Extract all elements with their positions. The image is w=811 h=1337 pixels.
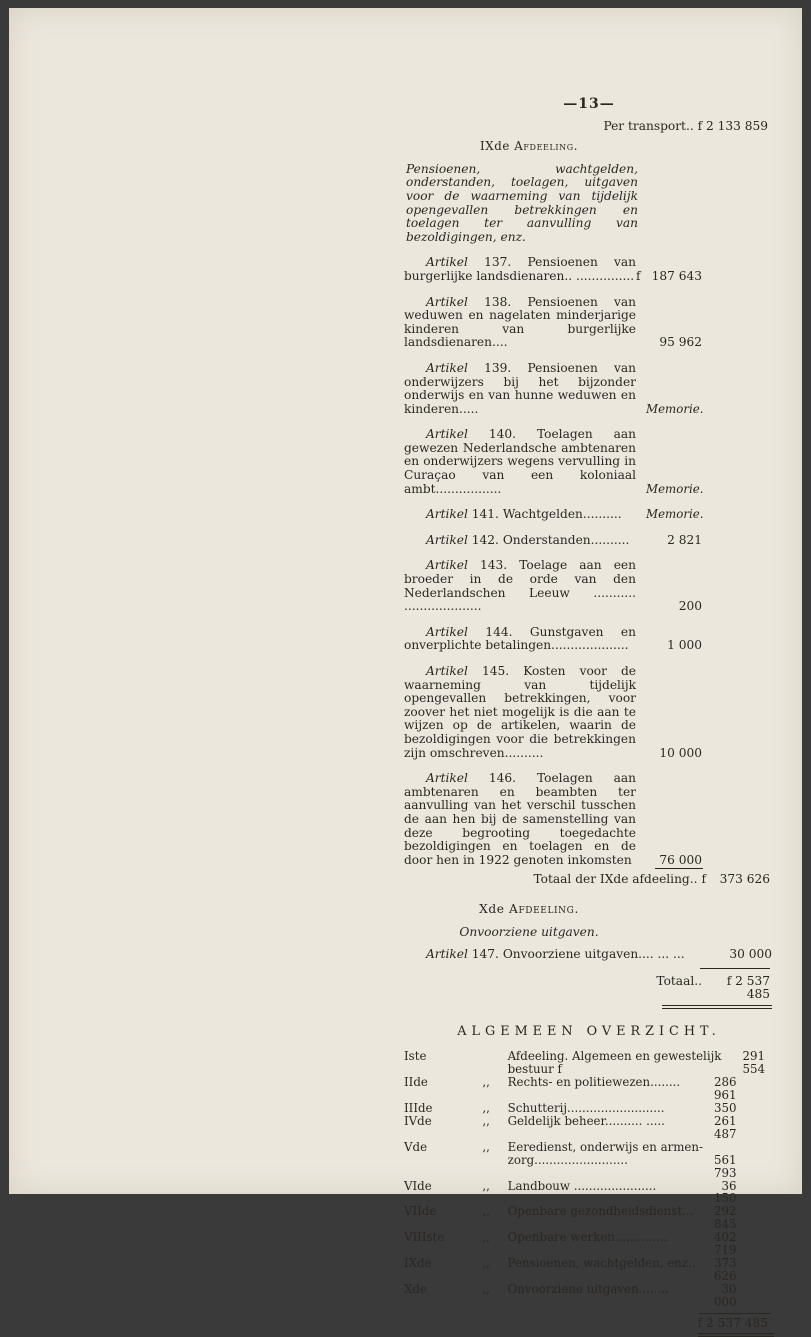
overzicht-row — [404, 1257, 771, 1283]
section-x-name: Afdeeling. — [509, 901, 579, 916]
overzicht-row — [404, 1115, 771, 1141]
article-label: Artikel — [426, 427, 468, 442]
article-description: Toelage aan een broeder in de orde van den Nederlandschen Leeuw ........... .................... — [404, 558, 636, 614]
overzicht-ditto — [454, 1050, 507, 1076]
total-section-ix — [404, 873, 774, 887]
overzicht-name: Openbare gezondheidsdienst... — [507, 1204, 694, 1219]
overzicht-name: Schutterij.......................... — [507, 1101, 665, 1116]
overzicht-value: 291 554 — [742, 1049, 765, 1077]
article-description: Pensioenen van weduwen en nagelaten minderjarige kinderen van burgerlijke landsdienaren.... — [404, 294, 636, 350]
overzicht-ditto: ,, — [482, 1139, 490, 1154]
per-transport-line: Per transport.. f 2 133 859 — [603, 118, 768, 133]
overzicht-name: Pensioenen, wachtgelden, enz.. — [507, 1255, 696, 1270]
overzicht-ditto — [454, 1154, 507, 1180]
overzicht-number: VIde — [404, 1178, 432, 1193]
article-text — [404, 508, 636, 522]
article-row — [404, 665, 774, 760]
article-label: Artikel — [426, 664, 468, 678]
article-label: Artikel — [426, 624, 468, 639]
article-text — [404, 772, 636, 867]
overzicht-number: VIIIste — [404, 1230, 445, 1245]
overzicht-ditto: ,, — [482, 1101, 490, 1116]
article-amount: Memorie. — [646, 401, 704, 416]
overzicht-value: 350 — [713, 1101, 737, 1116]
article-label: Artikel — [426, 360, 468, 375]
grand-total-rule — [699, 1313, 771, 1314]
article-amount: 200 — [678, 599, 702, 614]
overzicht-name: Openbare werken.............. — [507, 1230, 668, 1245]
article-row — [404, 534, 774, 548]
overzicht-value: 36 150 — [713, 1178, 737, 1206]
overzicht-row — [404, 1154, 771, 1180]
overzicht-number: IIIde — [404, 1101, 433, 1116]
article-text — [404, 296, 636, 350]
overzicht-row — [404, 1141, 771, 1154]
overzicht-ditto: ,, — [482, 1255, 490, 1270]
article-label: Artikel — [426, 294, 468, 309]
overzicht-value — [714, 1141, 743, 1154]
article-number: 143. — [480, 558, 508, 573]
totaal-line — [404, 975, 774, 1002]
article-number: 138. — [484, 294, 512, 309]
overzicht-title: ALGEMEEN OVERZICHT. — [457, 1023, 721, 1039]
overzicht-ditto: ,, — [482, 1204, 490, 1219]
overzicht-ditto: ,, — [482, 1178, 490, 1193]
article-label: Artikel — [426, 771, 468, 786]
article-number: 137. — [484, 255, 512, 270]
article-description: Onderstanden.......... — [502, 532, 630, 547]
overzicht-ditto: ,, — [482, 1114, 490, 1128]
article-147 — [404, 948, 774, 962]
article-text — [404, 362, 636, 416]
overzicht-row — [404, 1205, 771, 1231]
overzicht-number: Vde — [404, 1139, 428, 1154]
article-amount: Memorie. — [646, 507, 704, 522]
subtotal-rule — [655, 868, 703, 869]
totaal-rule — [700, 968, 770, 969]
section-ix-name: Afdeeling. — [514, 139, 579, 154]
overzicht-number: IXde — [404, 1255, 432, 1270]
article-number: 144. — [485, 624, 513, 639]
overzicht-row — [404, 1050, 771, 1076]
article-text — [404, 559, 636, 613]
section-ix-prefix: IXde — [479, 139, 515, 154]
section-ix-description: Pensioenen, wachtgelden, onderstanden, toelagen, uitgaven voor de waarneming van tijdelijk opengevallen betrekkingen en toelagen ter aanvulling van bezoldigingen, enz. — [406, 161, 638, 244]
article-description: Toelagen aan ambtenaren en beambten ter aanvulling van het verschil tusschen de aan hen bij de samenstelling van deze begrooting toegedachte bezoldigingen en toelagen en de door hen in 1922 genoten inkomsten — [404, 771, 637, 867]
overzicht-row — [404, 1231, 771, 1257]
overzicht-number: IVde — [404, 1114, 432, 1128]
article-text — [404, 428, 636, 496]
article-row — [404, 362, 774, 416]
overzicht-value: 30 000 — [713, 1281, 737, 1309]
article-text — [404, 256, 636, 283]
overzicht-table — [404, 1050, 771, 1308]
document-page — [9, 8, 802, 1330]
article-label: Artikel — [426, 255, 468, 270]
article-number: 141. — [471, 507, 499, 522]
overzicht-name: zorg......................... — [507, 1152, 628, 1167]
section-heading-ix — [404, 140, 774, 154]
article-147-number: 147. — [471, 947, 499, 962]
article-row — [404, 508, 774, 522]
article-number: 140. — [488, 427, 516, 442]
overzicht-name: Afdeeling. Algemeen en gewestelijk bestuur f — [507, 1049, 722, 1077]
article-description: Wachtgelden.......... — [502, 507, 622, 522]
overzicht-name: Eeredienst, onderwijs en armen- — [507, 1139, 703, 1154]
article-description: Kosten voor de waarneming van tijdelijk opengevallen betrekkingen, voor zoover het niet mogelijk is die aan te wijzen op de artikelen, waarin de bezoldigingen voor die betrekkingen zijn omschreven.......... — [404, 664, 637, 760]
overzicht-value: 261 487 — [713, 1114, 737, 1141]
overzicht-row — [404, 1180, 771, 1206]
grand-total-double-rule — [698, 1333, 774, 1337]
overzicht-ditto: ,, — [482, 1075, 490, 1090]
article-row — [404, 428, 774, 496]
article-row — [404, 559, 774, 613]
page-content — [404, 98, 774, 1337]
article-number: 139. — [484, 360, 512, 375]
article-text — [404, 665, 636, 760]
article-amount: 187 643 — [651, 268, 702, 283]
article-147-description: Onvoorziene uitgaven.... ... ... — [502, 947, 685, 962]
section-x-subtitle: Onvoorziene uitgaven. — [459, 924, 599, 939]
article-number: 142. — [471, 532, 499, 547]
overzicht-number: IIde — [404, 1075, 428, 1090]
article-number: 145. — [481, 664, 510, 678]
section-x-prefix: Xde — [479, 901, 510, 916]
article-text — [404, 534, 636, 548]
total-ix-label: Totaal der IXde afdeeling.. — [533, 872, 698, 887]
article-currency: f — [636, 268, 641, 283]
article-label: Artikel — [426, 507, 468, 522]
article-147-label: Artikel — [426, 947, 468, 962]
article-text — [404, 626, 636, 653]
article-description: Pensioenen van burgerlijke landsdienaren.. ............... — [404, 255, 636, 283]
overzicht-number: VIIde — [404, 1204, 437, 1219]
article-description: Gunstgaven en onverplichte betalingen.................... — [404, 624, 636, 653]
article-147-amount: 30 000 — [729, 947, 772, 962]
article-row — [404, 296, 774, 350]
overzicht-value: 292 845 — [713, 1204, 737, 1232]
article-amount: 10 000 — [659, 745, 702, 760]
article-row — [404, 626, 774, 653]
article-147-text — [404, 948, 712, 962]
overzicht-number: Iste — [404, 1049, 427, 1064]
overzicht-name: Geldelijk beheer.......... ..... — [507, 1114, 665, 1128]
overzicht-number — [404, 1154, 454, 1180]
article-number: 146. — [488, 771, 516, 786]
overzicht-name: Landbouw ...................... — [507, 1178, 657, 1193]
articles-list — [404, 256, 774, 867]
article-amount: 76 000 — [659, 852, 702, 867]
article-label: Artikel — [426, 532, 468, 547]
overzicht-ditto: ,, — [482, 1281, 490, 1296]
article-amount: 2 821 — [667, 532, 702, 547]
overzicht-name: Rechts- en politiewezen........ — [507, 1075, 681, 1090]
overzicht-row — [404, 1283, 771, 1309]
article-row — [404, 256, 774, 283]
totaal-value: f 2 537 485 — [726, 973, 770, 1002]
article-description: Toelagen aan gewezen Nederlandsche ambtenaren en onderwijzers wegens vervulling in Curaçao van een koloniaal ambt................. — [404, 427, 637, 496]
article-label: Artikel — [426, 558, 468, 573]
page-number: —13— — [563, 96, 615, 112]
article-amount: Memorie. — [646, 481, 704, 496]
totaal-double-rule — [662, 1005, 772, 1009]
section-heading-x — [404, 903, 774, 917]
overzicht-value: 286 961 — [713, 1075, 737, 1103]
overzicht-number: Xde — [404, 1281, 427, 1296]
grand-total: f 2 537 485 — [697, 1315, 768, 1330]
total-ix-currency: f — [701, 872, 706, 887]
total-ix-value: 373 626 — [719, 872, 770, 887]
overzicht-row — [404, 1076, 771, 1102]
overzicht-value: 561 793 — [713, 1152, 737, 1180]
overzicht-ditto: ,, — [482, 1230, 490, 1245]
article-description: Pensioenen van onderwijzers bij het bijzonder onderwijs en van hunne weduwen en kinderen..... — [404, 360, 636, 416]
overzicht-name: Onvoorziene uitgaven........ — [507, 1281, 669, 1296]
overzicht-value: 402 719 — [713, 1230, 737, 1258]
totaal-label: Totaal.. — [656, 973, 702, 988]
article-amount: 1 000 — [667, 638, 702, 653]
article-amount: 95 962 — [659, 335, 702, 350]
article-row — [404, 772, 774, 867]
overzicht-value: 373 626 — [713, 1255, 737, 1283]
